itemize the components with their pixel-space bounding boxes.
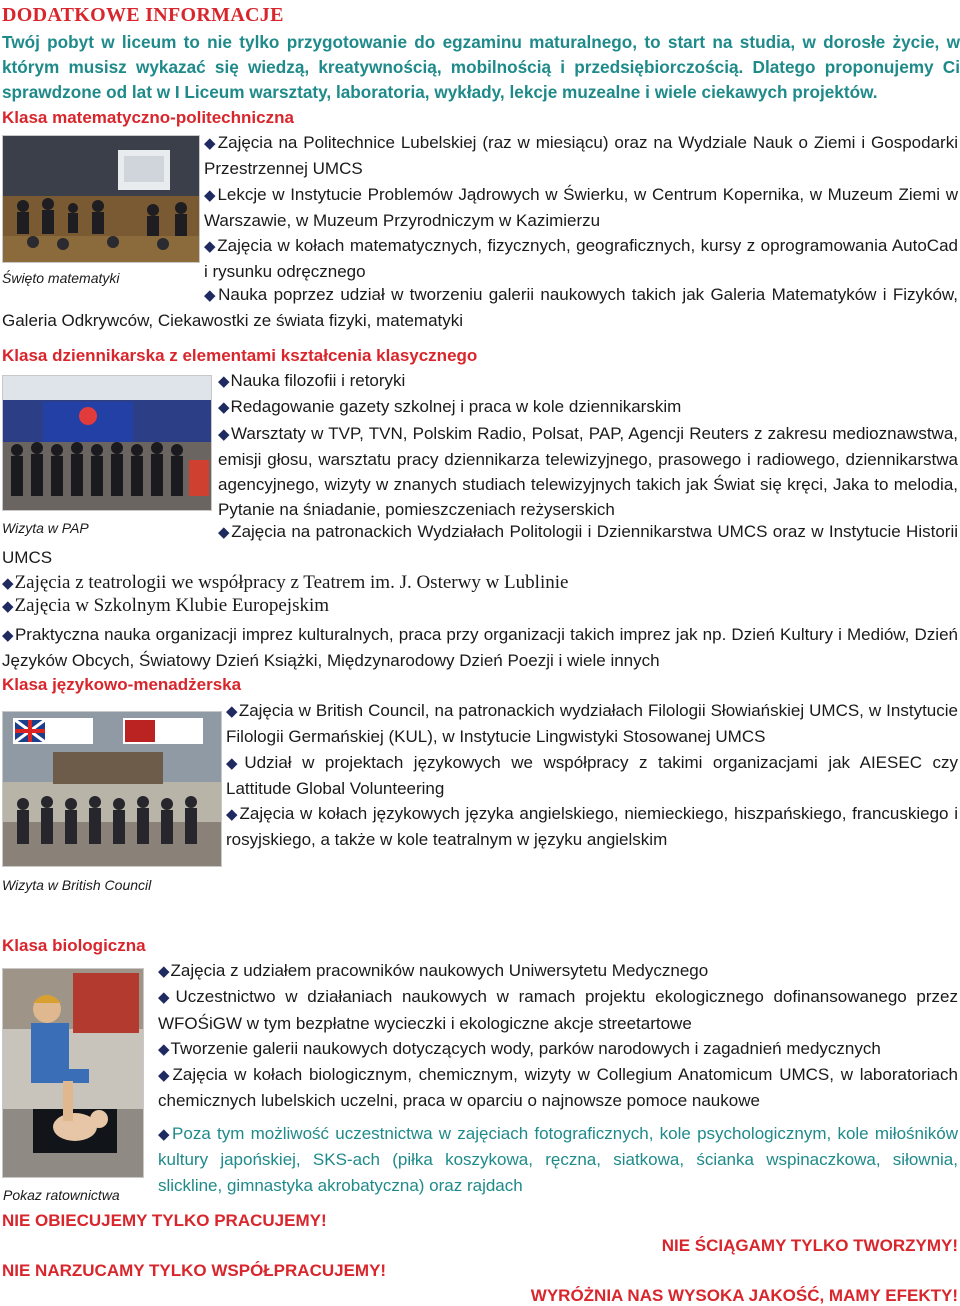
- diamond-bullet-icon: ◆: [2, 576, 14, 592]
- diamond-bullet-icon: ◆: [204, 287, 218, 304]
- caption-british-council: Wizyta w British Council: [2, 877, 152, 893]
- section-heading-languages: Klasa językowo-menadżerska: [2, 675, 242, 694]
- list-item: ◆Nauka poprzez udział w tworzeniu galerii naukowych takich jak Galeria Matematyków i Fizyków, Galeria Odkrywców, Ciekawostki ze świata fizyki, matematyki: [2, 285, 958, 331]
- languages-list: [226, 698, 958, 853]
- list-item: ◆Redagowanie gazety szkolnej i praca w kole dziennikarskim: [218, 397, 682, 417]
- slogan-1: NIE OBIECUJEMY TYLKO PRACUJEMY!: [2, 1211, 327, 1230]
- list-item: ◆Zajęcia z udziałem pracowników naukowych Uniwersytetu Medycznego: [158, 961, 709, 980]
- diamond-bullet-icon: ◆: [226, 703, 238, 720]
- diamond-bullet-icon: ◆: [218, 524, 231, 541]
- list-item: ◆Uczestnictwo w działaniach naukowych w ramach projektu ekologicznego dofinansowanego przez WFOŚiGW w tym bezpłatne wycieczki i ekologiczne akcje streetartowe: [158, 987, 958, 1033]
- diamond-bullet-icon: ◆: [2, 627, 14, 644]
- journalism-list-top: [218, 368, 958, 523]
- list-item: ◆Zajęcia w British Council, na patronackich wydziałach Filologii Słowiańskiej UMCS, w Instytucie Filologii Germańskiej (KUL), w Instytucie Lingwistyki Stosowanej UMCS: [226, 701, 958, 747]
- diamond-bullet-icon: ◆: [158, 963, 170, 980]
- diamond-bullet-icon: ◆: [2, 599, 14, 615]
- caption-first-aid: Pokaz ratownictwa: [3, 1187, 120, 1203]
- list-item: ◆Zajęcia w kołach matematycznych, fizycznych, geograficznych, kursy z oprogramowania AutoCad i rysunku odręcznego: [204, 236, 958, 282]
- section-heading-biology: Klasa biologiczna: [2, 936, 146, 955]
- list-item: ◆Poza tym możliwość uczestnictwa w zajęciach fotograficznych, kole psychologicznym, kole miłośników kultury japońskiej, SKS-ach (piłka koszykowa, ręczna, siatkowa, ścianka wspinaczkowa, siłownia, slickline, gimnastyka akrobatyczna) oraz rajdach: [158, 1124, 958, 1195]
- diamond-bullet-icon: ◆: [218, 399, 230, 417]
- diamond-bullet-icon: ◆: [218, 373, 230, 390]
- diamond-bullet-icon: ◆: [226, 806, 239, 824]
- diamond-bullet-icon: ◆: [158, 989, 175, 1007]
- diamond-bullet-icon: ◆: [158, 1040, 170, 1058]
- slogan-3: NIE NARZUCAMY TYLKO WSPÓŁPRACUJEMY!: [2, 1261, 387, 1280]
- list-item: ◆Zajęcia w kołach biologicznym, chemicznym, wizyty w Collegium Anatomicum UMCS, w laboratoriach chemicznych lubelskich uczelni, praca w oparciu o najnowsze pomoce naukowe: [158, 1065, 958, 1111]
- list-item: ◆Zajęcia na patronackich Wydziałach Politologii i Dziennikarstwa UMCS oraz w Instytucie Historii UMCS: [2, 522, 958, 568]
- list-item: ◆Praktyczna nauka organizacji imprez kulturalnych, praca przy organizacji takich imprez jak np. Dzień Kultury i Mediów, Dzień Języków Obcych, Światowy Dzień Książki, Międzynarodowy Dzień Poezji i wiele innych: [2, 625, 958, 671]
- list-item: ◆Udział w projektach językowych we współpracy z takimi organizacjami jak AIESEC czy Lattitude Global Volunteering: [226, 752, 958, 798]
- list-item: ◆Warsztaty w TVP, TVN, Polskim Radio, Polsat, PAP, Agencji Reuters z zakresu medioznawstwa, emisji głosu, warsztatu pracy dziennikarza telewizyjnego, prasowego i radiowego, dziennikarstwa agencyjnego, wizyty w znanych studiach telewizyjnych takich jak Świat się kręci, Jaka to melodia, Pytanie na śniadanie, pomieszczeniach reżyserskich: [218, 423, 958, 520]
- caption-math: Święto matematyki: [2, 270, 120, 286]
- intro-paragraph: Twój pobyt w liceum to nie tylko przygotowanie do egzaminu maturalnego, to start na studia, w dorosłe życie, w którym musisz wykazać się wiedzą, kreatywnością, mobilnością i przedsiębiorczością. Dlatego proponujemy Ci sprawdzone od lat w I Liceum warsztaty, laboratoria, wykłady, lekcje muzealne i wiele ciekawych projektów.: [2, 32, 960, 102]
- caption-pap: Wizyta w PAP: [2, 520, 89, 536]
- diamond-bullet-icon: ◆: [204, 186, 217, 204]
- list-item: ◆Tworzenie galerii naukowych dotyczących wody, parków narodowych i zagadnień medycznych: [158, 1038, 881, 1058]
- page-title: DODATKOWE INFORMACJE: [2, 4, 284, 26]
- list-item: ◆Zajęcia w Szkolnym Klubie Europejskim: [2, 595, 330, 616]
- photo-british-council: [2, 711, 222, 867]
- photo-pap-visit: [2, 375, 212, 511]
- slogan-2: NIE ŚCIĄGAMY TYLKO TWORZYMY!: [661, 1236, 958, 1255]
- photo-first-aid-demo: [2, 968, 144, 1178]
- section-heading-journalism: Klasa dziennikarska z elementami kształcenia klasycznego: [2, 346, 478, 365]
- photo-math-festival: [2, 135, 200, 263]
- diamond-bullet-icon: ◆: [204, 135, 217, 152]
- diamond-bullet-icon: ◆: [226, 754, 244, 772]
- diamond-bullet-icon: ◆: [158, 1067, 172, 1085]
- slogan-4: WYRÓŻNIA NAS WYSOKA JAKOŚĆ, MAMY EFEKTY!: [530, 1286, 958, 1305]
- biology-list: [158, 958, 958, 1114]
- list-item: ◆Zajęcia z teatrologii we współpracy z Teatrem im. J. Osterwy w Lublinie: [2, 572, 569, 593]
- section-heading-math: Klasa matematyczno-politechniczna: [2, 108, 294, 127]
- math-list-top: [204, 130, 958, 285]
- list-item: ◆Lekcje w Instytucie Problemów Jądrowych w Świerku, w Centrum Kopernika, w Muzeum Ziemi w Warszawie, w Muzeum Przyrodniczym w Kazimierzu: [204, 184, 958, 230]
- diamond-bullet-icon: ◆: [158, 1126, 172, 1143]
- list-item: ◆Zajęcia w kołach językowych języka angielskiego, niemieckiego, hiszpańskiego, francuskiego i rosyjskiego, a także w kole teatralnym w języku angielskim: [226, 804, 958, 850]
- list-item: ◆Nauka filozofii i retoryki: [218, 371, 406, 390]
- diamond-bullet-icon: ◆: [204, 238, 217, 256]
- list-item: ◆Zajęcia na Politechnice Lubelskiej (raz w miesiącu) oraz na Wydziale Nauk o Ziemi i Gospodarki Przestrzennej UMCS: [204, 133, 958, 179]
- diamond-bullet-icon: ◆: [218, 425, 230, 443]
